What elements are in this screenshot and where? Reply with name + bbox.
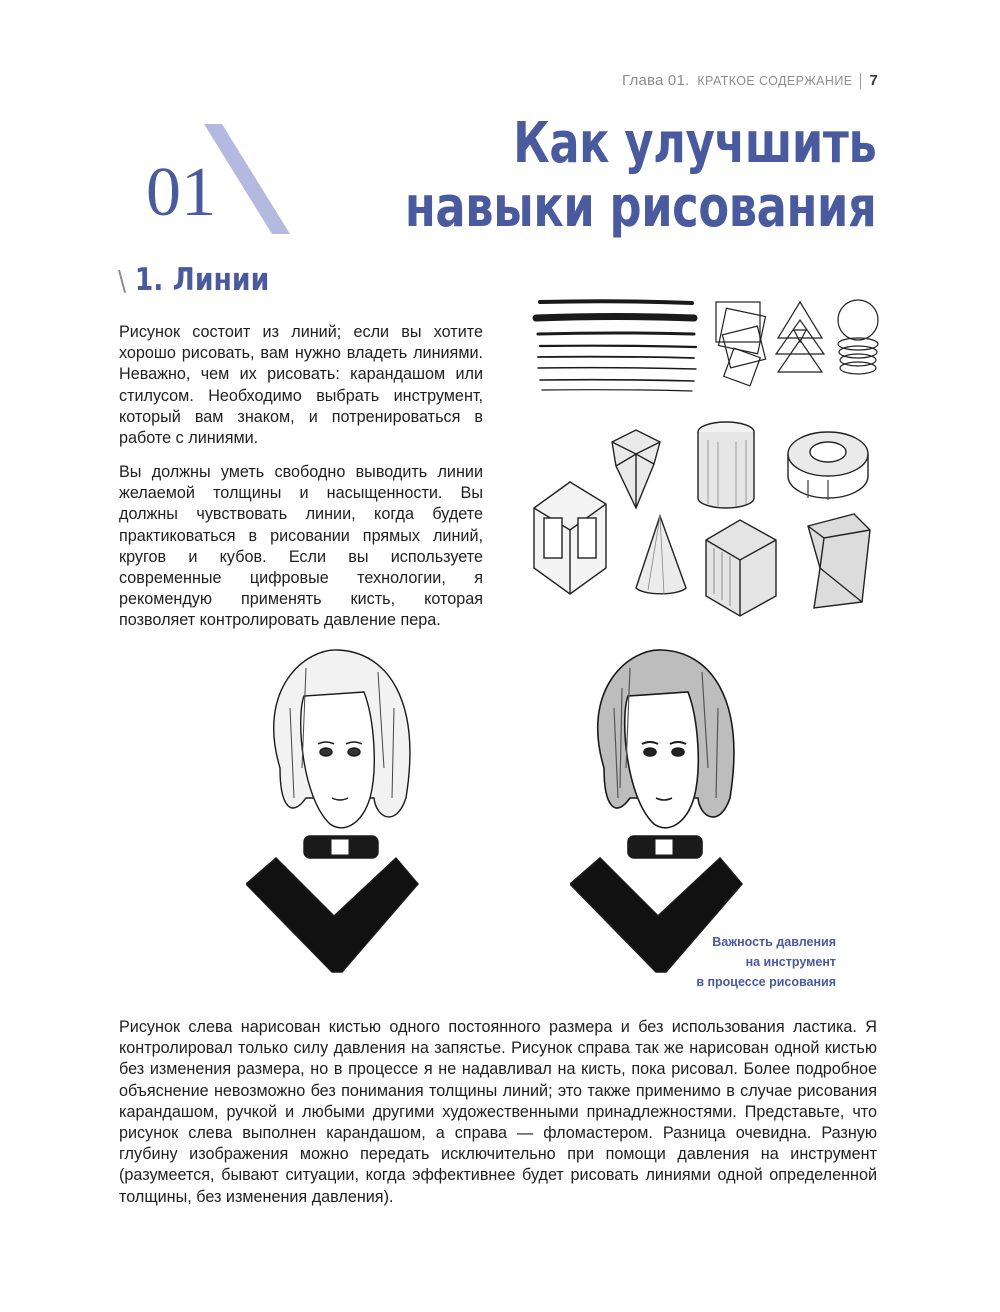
paragraph-2: Вы должны уметь свободно выводить линии желаемой толщины и насыщенности. Вы должны чувствовать линии, когда будете практиковаться в рисовании прямых линий, кругов и кубов. Если вы используете современные цифровые технологии, я рекомендую применять кисть, которая позволяет контролировать давление пера. [119,463,483,630]
portrait-left-illustration [246,648,426,988]
section-heading [118,262,269,298]
section-heading-text: 1. Линии [134,262,270,298]
title-line-2: навыки рисования [404,175,876,240]
caption-line-1: Важность давления [712,935,836,949]
paragraph-3: Рисунок слева нарисован кистью одного постоянного размера и без использования ластика. Я контролировал только силу давления на запястье. Рисунок справа так же нарисован одной кистью без изменения размера, но в процессе я не надавливал на кисть, пока рисовал. Более подробное объяснение невозможно без понимания толщины линий; это также применимо в случае рисования карандашом, ручкой и любыми другими художественными принадлежностями. Представьте, что рисунок слева выполнен карандашом, а справа — фломастером. Разница очевидна. Разную глубину изображения можно передать исключительно при помощи давления на инструмент (разумеется, бывают ситуации, когда эффективнее будет рисовать линиями одной определенной толщины, без изменения давления). [119,1018,877,1206]
paragraph-1: Рисунок состоит из линий; если вы хотите хорошо рисовать, вам нужно владеть линиями. Неважно, чем их рисовать: карандашом или стилусом. Необходимо выбрать инструмент, который вам знаком, и потренироваться в работе с линиями. [119,323,483,448]
3d-forms-illustration [524,418,894,618]
running-head [622,72,878,89]
illustration-caption [696,932,836,992]
header-divider [860,73,861,89]
header-section: КРАТКОЕ СОДЕРЖАНИЕ [697,73,853,88]
basic-shapes-illustration [710,296,890,396]
title-line-1: Как улучшить [512,111,876,176]
header-chapter: Глава 01. [622,72,690,89]
caption-line-2: на инструмент [745,955,836,969]
section-marker: \ [118,263,127,297]
chapter-slash-icon [196,122,296,238]
caption-line-3: в процессе рисования [696,975,836,989]
page-title [404,112,876,240]
chapter-number: 01 [146,154,216,231]
line-strokes-illustration [528,296,708,392]
page-number: 7 [869,72,878,89]
